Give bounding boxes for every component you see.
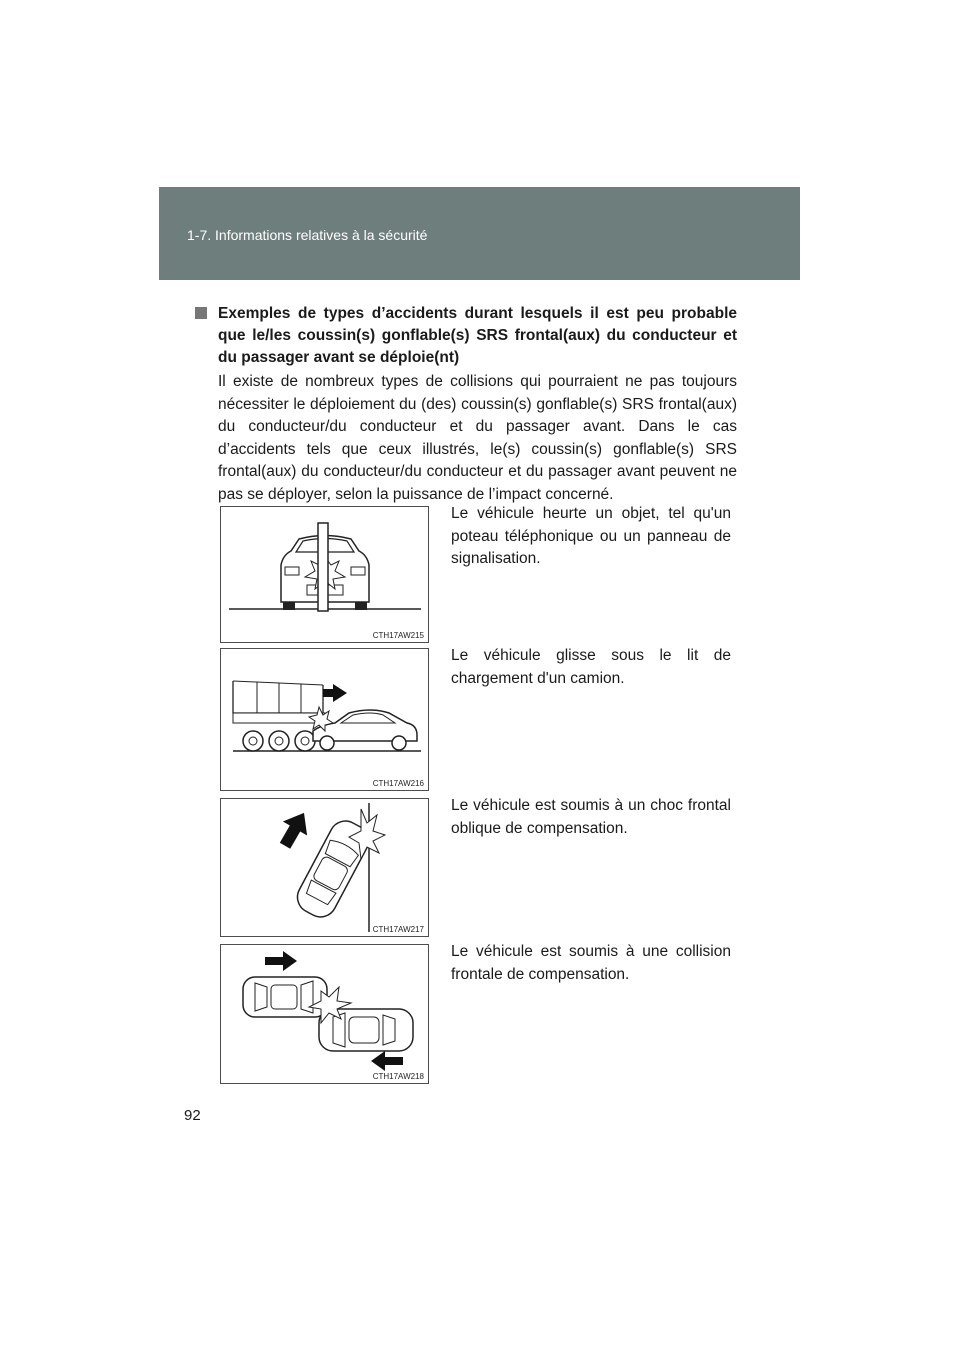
illustration-pole-impact xyxy=(220,506,429,643)
figure-code: CTH17AW216 xyxy=(372,779,424,788)
figure-code: CTH17AW218 xyxy=(372,1072,424,1081)
chapter-title: 1-7. Informations relatives à la sécurité xyxy=(187,227,428,243)
section-heading-text: Exemples de types d’accidents durant lesquels il est peu probable que le/les coussin(s) gonflable(s) SRS frontal(aux) du conducteur et du passager avant se déploie(nt) xyxy=(218,305,737,366)
illustration-oblique-impact xyxy=(220,798,429,937)
example-text-pole: Le véhicule heurte un objet, tel qu'un poteau téléphonique ou un panneau de signalisation. xyxy=(451,505,731,567)
chapter-header xyxy=(159,187,800,280)
example-text-oblique: Le véhicule est soumis à un choc frontal oblique de compensation. xyxy=(451,797,731,837)
illustration-offset-collision xyxy=(220,944,429,1084)
example-text-offset: Le véhicule est soumis à une collision frontale de compensation. xyxy=(451,943,731,983)
illustration-truck-underride xyxy=(220,648,429,791)
section-heading xyxy=(197,303,737,369)
page-number: 92 xyxy=(184,1107,201,1124)
square-bullet-icon xyxy=(195,307,207,319)
figure-code: CTH17AW215 xyxy=(372,631,424,640)
intro-paragraph: Il existe de nombreux types de collisions qui pourraient ne pas toujours nécessiter le déploiement du (des) coussin(s) gonflable(s) SRS frontal(aux) du conducteur/du conducteur et du passager avant. Dans le cas d’accidents tels que ceux illustrés, le(s) coussin(s) gonflable(s) SRS frontal(aux) du conducteur/du conducteur et du passager avant peuvent ne pas se déployer, selon la puissance de l’impact concerné. xyxy=(218,373,737,503)
figure-code: CTH17AW217 xyxy=(372,925,424,934)
example-text-truck: Le véhicule glisse sous le lit de chargement d'un camion. xyxy=(451,647,731,687)
